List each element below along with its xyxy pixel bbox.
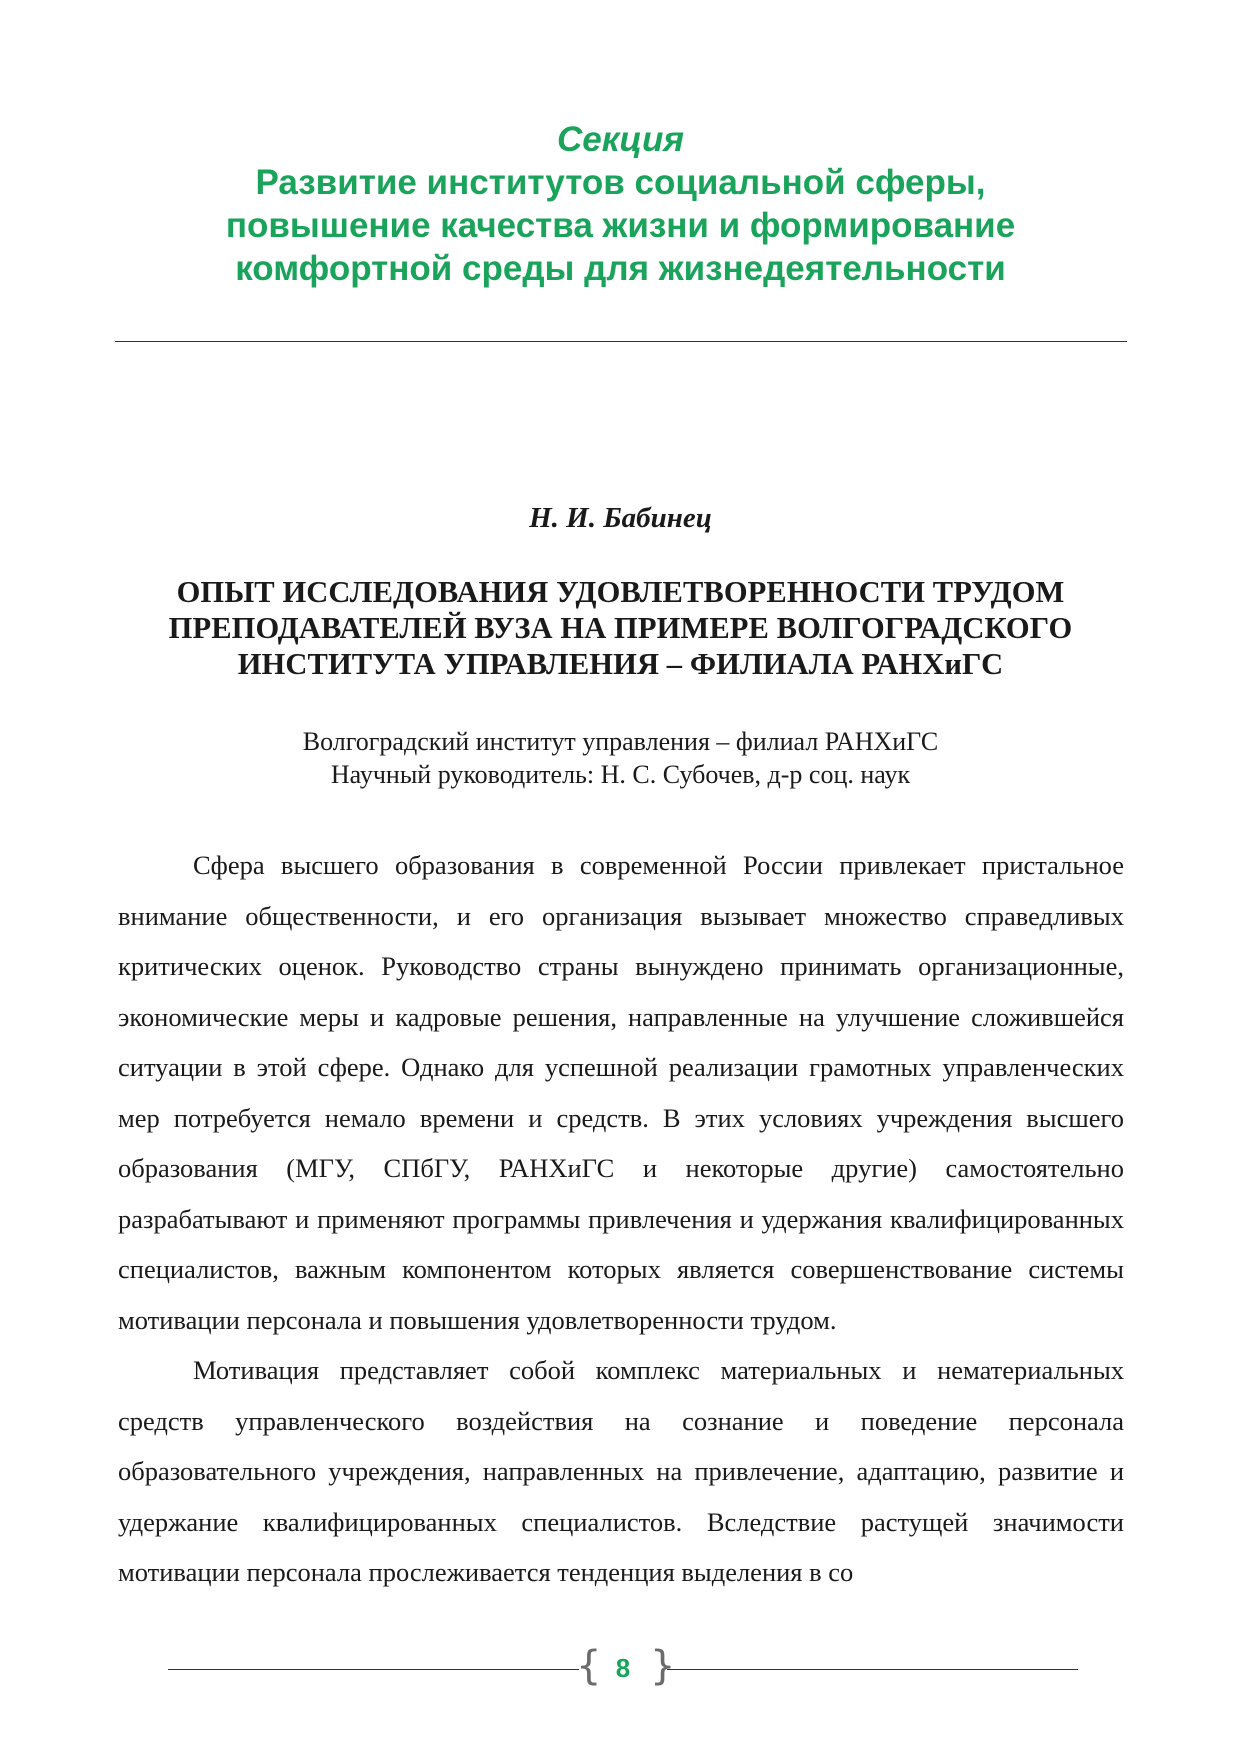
article-title: [110, 574, 1131, 682]
page-footer: [168, 1643, 1078, 1690]
section-title-line-2: повышение качества жизни и формирование: [225, 206, 1016, 245]
body-paragraph-2: Мотивация представляет собой комплекс материальных и нематериальных средств управленческого воздействия на сознание и поведение персонала образовательного учреждения, направленных на привлечение, адаптацию, развитие и удержание квалифицированных специалистов. Вследствие растущей значимости мотивации персонала прослеживается тенденция выделения в со: [118, 1355, 1124, 1587]
section-kicker: Секция: [556, 120, 685, 159]
footer-rule-right: [667, 1669, 1078, 1670]
page-number: 8: [615, 1653, 631, 1683]
article-body: [118, 840, 1124, 1598]
section-header: [0, 118, 1241, 290]
close-brace-glyph: }: [650, 1643, 676, 1689]
section-title-line-3: комфортной среды для жизнедеятельности: [235, 249, 1006, 288]
footer-rule-left: [168, 1669, 579, 1670]
section-title-line-1: Развитие институтов социальной сферы,: [255, 163, 986, 202]
article-title-line-3: ИНСТИТУТА УПРАВЛЕНИЯ – ФИЛИАЛА РАНХиГС: [237, 647, 1004, 681]
affiliation: Волгоградский институт управления – филиал РАНХиГС: [302, 727, 939, 756]
supervisor: Научный руководитель: Н. С. Субочев, д-р соц. наук: [330, 760, 911, 789]
article-title-line-1: ОПЫТ ИССЛЕДОВАНИЯ УДОВЛЕТВОРЕННОСТИ ТРУДОМ: [176, 575, 1065, 609]
header-divider: [115, 341, 1127, 342]
body-paragraph-1: Сфера высшего образования в современной России привлекает пристальное внимание общественности, и его организация вызывает множество справедливых критических оценок. Руководство страны вынуждено принимать организационные, экономические меры и кадровые решения, направленные на улучшение сложившейся ситуации в этой сфере. Однако для успешной реализации грамотных управленческих мер потребуется немало времени и средств. В этих условиях учреждения высшего образования (МГУ, СПбГУ, РАНХиГС и некоторые другие) самостоятельно разрабатывают и применяют программы привлечения и удержания квалифицированных специалистов, важным компонентом которых является совершенствование системы мотивации персонала и повышения удовлетворенности трудом.: [118, 850, 1124, 1335]
article-author: Н. И. Бабинец: [529, 502, 712, 534]
article-title-line-2: ПРЕПОДАВАТЕЛЕЙ ВУЗА НА ПРИМЕРЕ ВОЛГОГРАДСКОГО: [168, 611, 1073, 645]
open-brace-glyph: {: [576, 1643, 602, 1689]
affiliation-block: [0, 725, 1241, 791]
